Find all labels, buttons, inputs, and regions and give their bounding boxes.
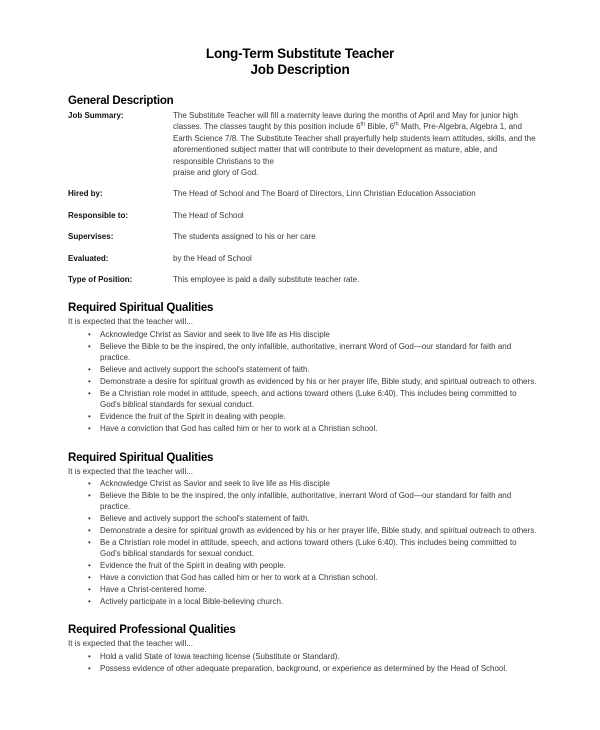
list-item (68, 364, 538, 375)
section-heading-spiritual-qualities-second: Required Spiritual Qualities (68, 451, 214, 464)
bullet-icon: • (88, 651, 91, 661)
bullet-icon: • (88, 490, 91, 500)
job-summary-superscript-1: th (360, 121, 366, 128)
bullet-icon: • (88, 585, 91, 595)
bullet-icon: • (88, 597, 91, 606)
bullet-icon: • (88, 573, 91, 583)
document-title-line-2: Job Description (250, 61, 350, 77)
field-row-job-summary (68, 110, 538, 178)
list-item-text: Actively participate in a local Bible-believing church. (100, 597, 284, 606)
list-item-text: Have a conviction that God has called him or her to work at a Christian school. (100, 573, 378, 583)
field-row-type-of-position (68, 274, 538, 285)
field-row-responsible-to (68, 210, 538, 221)
field-label-job-summary: Job Summary: (68, 111, 124, 120)
list-item-text: Have a conviction that God has called him or her to work at a Christian school. (100, 424, 378, 434)
list-item-text: Evidence the fruit of the Spirit in dealing with people. (100, 561, 286, 571)
field-row-supervises (68, 231, 538, 242)
field-label-supervises: Supervises: (68, 232, 114, 242)
bullet-icon: • (88, 526, 91, 536)
job-summary-superscript-2: th (394, 121, 399, 128)
job-summary-text-2: Bible, 6 (365, 122, 395, 132)
list-item (68, 651, 538, 662)
bullet-icon: • (88, 561, 91, 571)
section-heading-general-description: General Description (68, 95, 174, 107)
list-item (68, 537, 538, 560)
bullet-icon: • (88, 412, 91, 422)
list-item-text: Believe and actively support the school's statement of faith. (100, 365, 310, 375)
list-item (68, 490, 538, 513)
list-item (68, 341, 538, 364)
document-title (0, 0, 600, 77)
list-item-text: Demonstrate a desire for spiritual growth as evidenced by his or her prayer life, Bible study, and spiritual outreach to others. (100, 526, 537, 536)
bullet-icon: • (88, 478, 91, 488)
list-item (68, 584, 538, 595)
list-item (68, 329, 538, 340)
bullet-icon: • (88, 365, 91, 375)
bullet-icon: • (88, 663, 91, 673)
list-item-text: Have a Christ-centered home. (100, 585, 207, 595)
bullet-icon: • (88, 329, 91, 339)
section-intro-spiritual-first: It is expected that the teacher will... (68, 317, 193, 327)
list-item-text: Be a Christian role model in attitude, speech, and actions toward others (Luke 6:40). This includes being committed to God's biblical standards for sexual conduct. (100, 388, 517, 410)
field-row-hired-by (68, 188, 538, 199)
job-summary-paragraph (173, 110, 538, 167)
field-label-hired-by: Hired by: (68, 189, 103, 199)
field-value-responsible-to: The Head of School (173, 210, 244, 220)
job-summary-last-line: praise and glory of God. (173, 168, 259, 178)
job-summary-text-3: Math, Pre-Algebra, Algebra 1, and Earth Science 7/8. The Substitute Teacher shall prayerfully help students learn attitudes, skills, and the aforementioned subject matter that will contribute to their development as mature, able, and responsible Christians to the (173, 122, 536, 166)
list-item (68, 423, 538, 434)
list-item-text: Believe the Bible to be the inspired, the only infallible, authoritative, inerrant Word of God—our standard for faith and practice. (100, 490, 512, 512)
list-item-text: Acknowledge Christ as Savior and seek to live life as His disciple (100, 329, 330, 339)
list-item (68, 513, 538, 524)
bullet-list-professional (68, 651, 538, 674)
list-item-text: Hold a valid State of Iowa teaching license (Substitute or Standard). (100, 651, 340, 661)
section-heading-spiritual-qualities-first: Required Spiritual Qualities (68, 302, 214, 315)
list-item-text: Believe and actively support the school's statement of faith. (100, 514, 310, 524)
list-item (68, 388, 538, 411)
list-item (68, 663, 538, 674)
list-item (68, 376, 538, 387)
section-intro-professional: It is expected that the teacher will... (68, 639, 193, 649)
field-label-type-of-position: Type of Position: (68, 275, 133, 285)
field-value-type-of-position: This employee is paid a daily substitute teacher rate. (173, 275, 360, 285)
list-item (68, 411, 538, 422)
bullet-icon: • (88, 377, 91, 386)
list-item-text: Possess evidence of other adequate preparation, background, or experience as determined by the Head of School. (100, 663, 508, 673)
field-row-evaluated (68, 253, 538, 264)
field-value-hired-by: The Head of School and The Board of Directors, Linn Christian Education Association (173, 189, 476, 199)
field-value-evaluated: by the Head of School (173, 253, 252, 263)
list-item-text: Be a Christian role model in attitude, speech, and actions toward others (Luke 6:40). This includes being committed to God's biblical standards for sexual conduct. (100, 537, 517, 559)
bullet-icon: • (88, 388, 91, 398)
field-value-job-summary (173, 110, 538, 178)
list-item (68, 596, 538, 607)
section-intro-spiritual-second: It is expected that the teacher will... (68, 466, 193, 476)
list-item (68, 525, 538, 536)
field-label-responsible-to: Responsible to: (68, 210, 129, 220)
section-heading-professional-qualities: Required Professional Qualities (68, 624, 236, 637)
list-item (68, 572, 538, 583)
bullet-list-spiritual-first (68, 329, 538, 435)
list-item (68, 560, 538, 571)
list-item-text: Evidence the fruit of the Spirit in dealing with people. (100, 412, 286, 422)
list-item-text: Acknowledge Christ as Savior and seek to live life as His disciple (100, 478, 330, 488)
list-item-text: Believe the Bible to be the inspired, the only infallible, authoritative, inerrant Word of God—our standard for faith and practice. (100, 341, 512, 363)
list-item-text: Demonstrate a desire for spiritual growth as evidenced by his or her prayer life, Bible study, and spiritual outreach to others. (100, 377, 537, 386)
bullet-icon: • (88, 424, 91, 434)
field-value-supervises: The students assigned to his or her care (173, 232, 316, 242)
document-body (68, 95, 538, 674)
bullet-icon: • (88, 341, 91, 351)
field-label-evaluated: Evaluated: (68, 253, 109, 263)
bullet-list-spiritual-second (68, 478, 538, 607)
bullet-icon: • (88, 537, 91, 547)
document-title-line-1: Long-Term Substitute Teacher (205, 46, 395, 61)
bullet-icon: • (88, 514, 91, 524)
job-summary-text-1: The Substitute Teacher will fill a maternity leave during the months of April and May for junior high classes. The classes taught by this position include 6 (173, 111, 518, 132)
list-item (68, 478, 538, 489)
